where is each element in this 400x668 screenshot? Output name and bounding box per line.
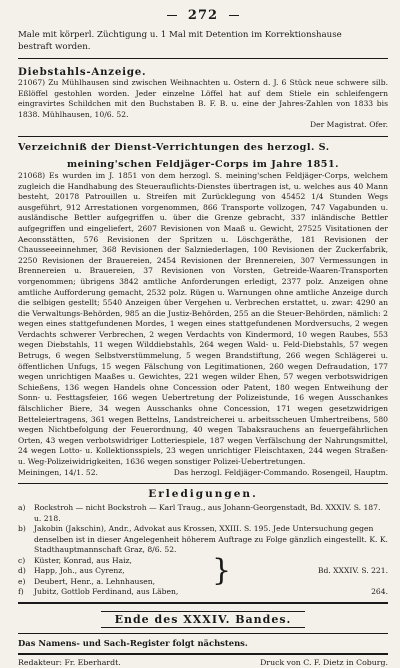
list-item [18,587,388,598]
verzeichnis-footer [18,468,388,479]
register-notice: Das Namens- und Sach-Register folgt nächstens. [18,637,248,648]
item-label: b) [18,524,26,534]
erledigungen-section [18,488,388,598]
item-label: a) [18,503,26,513]
item-text: Happ, Joh., aus Cyrenz, [34,566,125,576]
section-divider [18,58,388,59]
list-item [18,503,388,524]
verzeichnis-date: Meiningen, 14/1. 52. [18,467,98,477]
item-text: Jakobin (Jakschin), Andr., Advokat aus Krossen, XXIII. S. 195. Jede Untersuchung gegen denselben ist in dieser Angelegenheit höherem Auftrage zu Folge gänzlich eingestellt. K. K. Stadthauptmannschaft Graz, 8/6. 52. [34,524,388,555]
printer-credit: Druck von C. F. Dietz in Coburg. [260,657,388,667]
intro-line-1: Male mit körperl. Züchtigung u. 1 Mal mit Detention im Korrektionshause [18,30,342,40]
list-item [18,556,208,567]
section-divider [18,483,388,484]
intro-line-2: bestraft worden. [18,42,91,52]
verzeichnis-text: 21068) Es wurden im J. 1851 von dem herzogl. S. meining'schen Feldjäger-Corps, welchem zugleich die Handhabung des Steuerauflichts-Dienstes übertragen ist, u. welches aus 40 Mann besteht, 20178 Patrouillen u. Streifen mit Zurücklegung von 45452 1/4 Stunden Wegs ausgeführt, 912 Arrestationen vorgenommen, 866 Transporte vollzogen, 747 Vagabunden u. ausländische Bettler aufgegriffen u. über die Grenze gebracht, 337 inländische Bettler aufgegriffen und eingeliefert, 2607 Revisionen von Maaß u. Gewicht, 27525 Visitationen der Aeconsstätten, 576 Revisionen der Spritzen u. Löschgeräthe, 181 Revisionen der Chausseeeinnehmer, 368 Revisionen der Salzniederlagen, 100 Revisionen der Zuckerfabrik, 2250 Revisionen der Brauereien, 2454 Revisionen der Brennereien, 307 Vermessungen in Brennereien u. Brauereien, 37 Revisionen von Vorsten, Getreide-Waaren-Transporten vorgenommen; übrigens 3842 amtliche Anforderungen erledigt, 2377 polz. Anzeigen ohne amtliche Aufforderung gemacht, 2532 polz. Rügen u. Warnungen ohne amtliche Anzeige durch die selbigen gestellt; 5540 Anzeigen über Vergehen u. Verbrechen erstattet, u. zwar: 4290 an die Verwaltungs-Behörden, 985 an die Justiz-Behörden, 255 an die Steuer-Behörden, nämlich: 2 wegen eines stattgefundenen Mordes, 1 wegen eines stattgefundenen Mordversuchs, 2 wegen Verdachts schwerer Verbrechen, 2 wegen Verdachts von Kindermord, 10 wegen Raubes, 553 wegen Diebstahls, 11 wegen Wilddiebstahls, 264 wegen Wald- u. Feld-Diebstahls, 57 wegen Betrugs, 6 wegen Selbstverstümmelung, 5 wegen Brandstiftung, 266 wegen Schlägerei u. öffentlichen Unfugs, 15 wegen Fälschung von Legitimationen, 260 wegen Defraudation, 177 wegen unrichtigen Maaßes u. Gewichtes, 221 wegen wilder Ehen, 57 wegen verbotswidrigen Schießens, 136 wegen Handels ohne Concession oder Patent, 180 wegen Entweihung der Sonn- u. Festtagsfeier, 166 wegen Uebertretung der Polizeistunde, 16 wegen Ausschankes fälschlicher Biere, 34 wegen Ausschanks ohne Concession, 171 wegen gesetzwidrigen Betteleiertragens, 361 wegen Bettelns, Landstreicherei u. arbeitsscheuen Umhertreibens, 580 wegen Nichtbefolgung der Feuerordnung, 40 wegen Tabaksrauchens an feuergefährlichen Orten, 43 wegen verbotswidriger Lotteriespiele, 187 wegen Verfälschung der Nahrungsmittel, 24 wegen Lotto- u. Kollektionsspiels, 23 wegen unrichtiger Fleischtaxen, 244 wegen Straßen- u. Weg-Polizeiwidrigkeiten, 1636 wegen sonstiger Polizei-Uebertretungen. [18,170,388,466]
section-divider [18,602,388,604]
item-ref: 264. [371,587,388,597]
page-footer [18,657,388,668]
end-banner-text: Ende des XXXIV. Bandes. [101,611,306,628]
header-dash-right [229,15,239,17]
verzeichnis-heading-1: Verzeichniß der Dienst-Verrichtungen des herzogl. S. [18,141,330,153]
editor-credit: Redakteur: Fr. Eberhardt. [18,657,121,667]
end-banner [18,608,388,628]
grouped-items [18,553,388,589]
item-text: Rockstroh — nicht Bockstroh — Karl Traug., aus Johann-Georgenstadt, Bd. XXXIV. S. 187. u. 218. [34,503,381,523]
item-label: f) [18,587,24,597]
verzeichnis-heading-2: meining'schen Feldjäger-Corps im Jahre 1851. [67,158,339,170]
item-label: e) [18,576,26,586]
grouped-items-list [18,556,208,588]
page-header [18,8,388,23]
list-item [18,524,388,556]
document-page [18,6,388,668]
item-label: c) [18,555,26,565]
brace-glyph: } [212,553,232,589]
page-number: 272 [187,8,219,23]
list-item [18,566,208,577]
erledigungen-list [18,503,388,598]
item-label: d) [18,566,26,576]
verzeichnis-section [18,142,388,478]
header-dash-left [167,15,177,17]
verzeichnis-signature: Das herzogl. Feldjäger-Commando. Rosengeil, Hauptm. [173,467,388,477]
diebstahls-heading: Diebstahls-Anzeige. [18,66,147,78]
diebstahls-text: 21067) Zu Mühlhausen sind zwischen Weihnachten u. Ostern d. J. 6 Stück neue schwere silb. Eßlöffel gestohlen worden. Jeder einzelne Löffel hat auf dem Stiele ein schleifengern eingravirtes Schildchen mit den Buchstaben B. F. B. u. eine der Jahres-Zahlen von 1833 bis 1838. Mühlhausen, 10/6. 52. [18,78,388,119]
diebstahls-section [18,66,388,131]
erledigungen-heading: Erledigungen. [148,488,258,501]
item-text: Jubitz, Gottlob Ferdinand, aus Läben, [34,587,179,597]
diebstahls-signature: Der Magistrat. Ofer. [310,120,388,130]
list-item [18,577,208,588]
section-divider [18,136,388,137]
item-text: Deubert, Henr., a. Lehnhausen, [34,576,156,586]
section-divider [18,653,388,655]
grouped-items-ref: Bd. XXXIV. S. 221. [317,566,388,576]
item-text: Küster, Konrad, aus Haiz, [34,555,132,565]
section-divider [18,633,388,634]
